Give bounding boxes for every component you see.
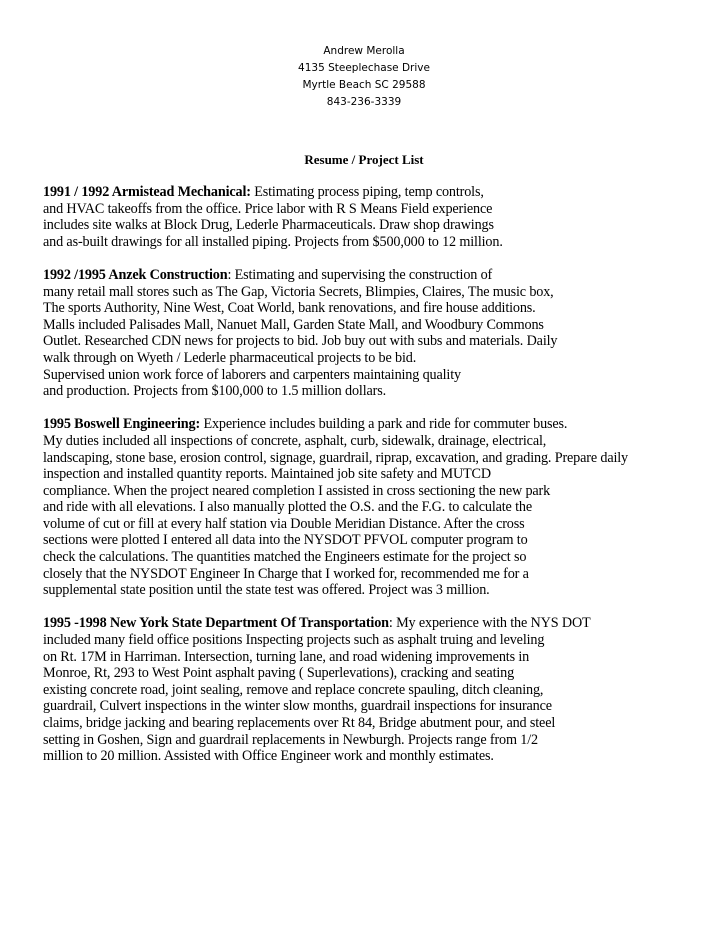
section-line: landscaping, stone base, erosion control, signage, guardrail, riprap, excavation, and grading. Prepare daily — [43, 449, 628, 466]
document-title: Resume / Project List — [304, 152, 424, 167]
section-armistead — [43, 184, 713, 250]
section-line: Supervised union work force of laborers and carpenters maintaining quality — [43, 366, 461, 383]
contact-header — [0, 43, 728, 111]
section-text: Estimating process piping, temp controls, — [250, 184, 484, 200]
section-line: supplemental state position until the state test was offered. Project was 3 million. — [43, 582, 490, 599]
section-line: claims, bridge jacking and bearing replacements over Rt 84, Bridge abutment pour, and steel — [43, 715, 556, 731]
section-heading: 1992 /1995 Anzek Construction — [43, 266, 228, 283]
section-line: included many field office positions Inspecting projects such as asphalt truing and leveling — [43, 632, 545, 649]
section-line: Monroe, Rt, 293 to West Point asphalt paving ( Superlevations), cracking and seating — [43, 665, 515, 682]
section-heading: 1995 Boswell Engineering: — [43, 416, 201, 433]
section-first-line — [43, 267, 713, 284]
section-line: setting in Goshen, Sign and guardrail replacements in Newburgh. Projects range from 1/2 — [43, 731, 538, 748]
section-line: and HVAC takeoffs from the office. Price labor with R S Means Field experience — [43, 200, 493, 217]
section-line: compliance. When the project neared completion I assisted in cross sectioning the new park — [43, 482, 551, 499]
section-line: includes site walks at Block Drug, Lederle Pharmaceuticals. Draw shop drawings — [43, 217, 494, 234]
section-line: My duties included all inspections of concrete, asphalt, curb, sidewalk, drainage, electrical, — [43, 432, 547, 449]
section-line: and ride with all elevations. I also manually plotted the O.S. and the F.G. to calculate the — [43, 499, 532, 516]
section-text: Experience includes building a park and ride for commuter buses. — [200, 416, 568, 433]
section-boswell — [43, 416, 713, 599]
section-line: Outlet. Researched CDN news for projects to bid. Job buy out with subs and materials. Daily — [43, 333, 558, 350]
street-address: 4135 Steeplechase Drive — [298, 62, 430, 74]
section-first-line — [43, 184, 713, 201]
section-line: closely that the NYSDOT Engineer In Charge that I worked for, recommended me for a — [43, 565, 529, 582]
section-first-line — [43, 615, 713, 632]
section-nysdot — [43, 615, 713, 764]
section-line: on Rt. 17M in Harriman. Intersection, turning lane, and road widening improvements in — [43, 648, 530, 665]
section-line: volume of cut or fill at every half station via Double Meridian Distance. After the cross — [43, 515, 525, 532]
section-line: check the calculations. The quantities matched the Engineers estimate for the project so — [43, 549, 527, 566]
section-line: The sports Authority, Nine West, Coat World, bank renovations, and fire house additions. — [43, 300, 536, 317]
section-line: walk through on Wyeth / Lederle pharmaceutical projects to be bid. — [43, 349, 417, 366]
section-heading: 1991 / 1992 Armistead Mechanical: — [43, 184, 251, 200]
section-line: existing concrete road, joint sealing, remove and replace concrete spauling, ditch cleaning, — [43, 681, 544, 698]
applicant-name: Andrew Merolla — [323, 45, 405, 57]
phone-number: 843-236-3339 — [326, 96, 402, 108]
section-text: : Estimating and supervising the construction of — [227, 266, 493, 283]
section-line: sections were plotted I entered all data into the NYSDOT PFVOL computer program to — [43, 532, 528, 549]
section-line: and production. Projects from $100,000 to 1.5 million dollars. — [43, 383, 386, 400]
section-line: inspection and installed quantity reports. Maintained job site safety and MUTCD — [43, 466, 491, 483]
project-list — [43, 184, 713, 781]
city-state-zip: Myrtle Beach SC 29588 — [302, 79, 426, 91]
section-heading: 1995 -1998 New York State Department Of Transportation — [43, 615, 389, 632]
section-text: : My experience with the NYS DOT — [388, 615, 591, 632]
section-line: and as-built drawings for all installed piping. Projects from $500,000 to 12 million. — [43, 233, 503, 250]
section-line: Malls included Palisades Mall, Nanuet Mall, Garden State Mall, and Woodbury Commons — [43, 316, 544, 333]
section-anzek — [43, 267, 713, 400]
section-line: guardrail, Culvert inspections in the winter slow months, guardrail inspections for insurance — [43, 698, 552, 715]
section-line: million to 20 million. Assisted with Office Engineer work and monthly estimates. — [43, 748, 494, 765]
section-first-line — [43, 416, 713, 433]
section-line: many retail mall stores such as The Gap, Victoria Secrets, Blimpies, Claires, The music box, — [43, 283, 554, 300]
